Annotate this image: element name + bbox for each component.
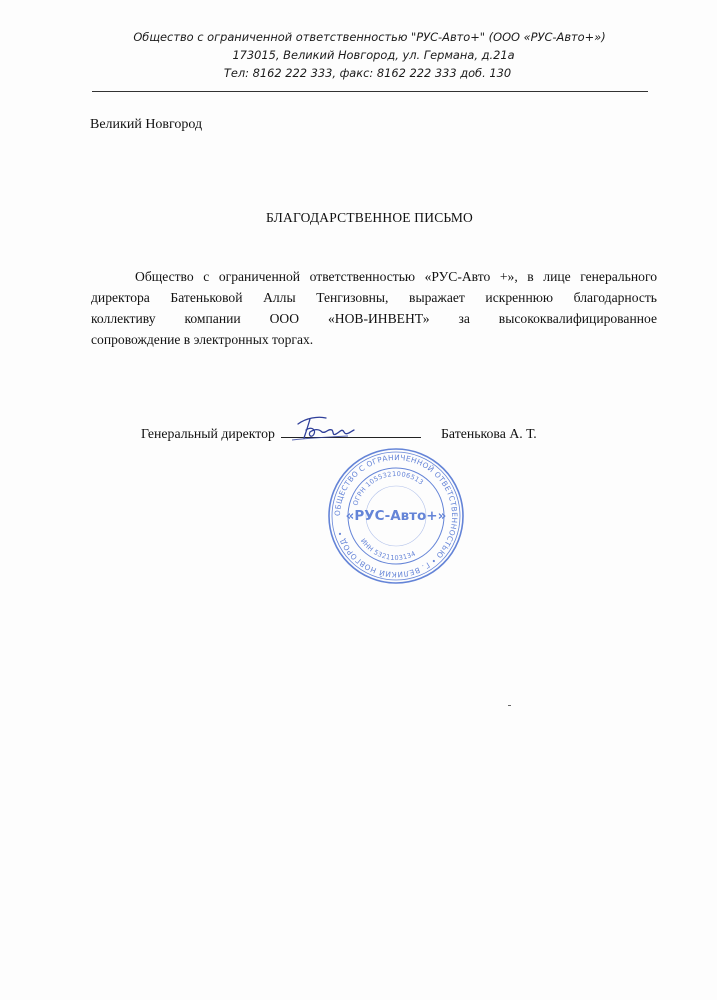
company-seal-stamp: [326, 446, 466, 586]
letter-title: [0, 210, 717, 226]
letterhead-phone-fax: Тел: 8162 222 333, факс: 8162 222 333 доб. 130: [223, 66, 512, 80]
letter-body: [91, 266, 657, 350]
body-line-2: директора Батеньковой Аллы Тенгизовны, выражает искреннюю благодарность: [91, 290, 657, 305]
signatory-role: Генеральный директор: [141, 426, 275, 441]
letterhead-address: 173015, Великий Новгород, ул. Германа, д.21а: [232, 48, 515, 62]
body-line-4: сопровождение в электронных торгах.: [91, 332, 314, 347]
stamp-ogrn-text: ОГРН 1055321006513: [351, 469, 426, 507]
letter-title-text: БЛАГОДАРСТВЕННОЕ ПИСЬМО: [266, 210, 473, 225]
stamp-inn-text: ИНН 5321103134: [358, 537, 418, 563]
body-line-3: коллективу компании ООО «НОВ-ИНВЕНТ» за высококвалифицированное: [91, 311, 657, 326]
scan-speck: [508, 705, 511, 706]
letterhead-company-name: Общество с ограниченной ответственностью "РУС-Авто+" (ООО «РУС-Авто+»): [133, 30, 606, 44]
signatory-name: Батенькова А. Т.: [441, 426, 537, 441]
stamp-center-text: «РУС-Авто+»: [345, 508, 447, 524]
letterhead: [0, 28, 717, 82]
stamp-ring-text: ОБЩЕСТВО С ОГРАНИЧЕННОЙ ОТВЕТСТВЕННОСТЬЮ • Г. ВЕЛИКИЙ НОВГОРОД •: [332, 452, 460, 580]
body-line-1: Общество с ограниченной ответственностью «РУС-Авто +», в лице генерального: [135, 269, 657, 284]
handwritten-signature: [288, 410, 358, 444]
signature-row: [141, 426, 421, 442]
city-line: Великий Новгород: [90, 117, 203, 132]
letterhead-divider: [92, 91, 648, 92]
